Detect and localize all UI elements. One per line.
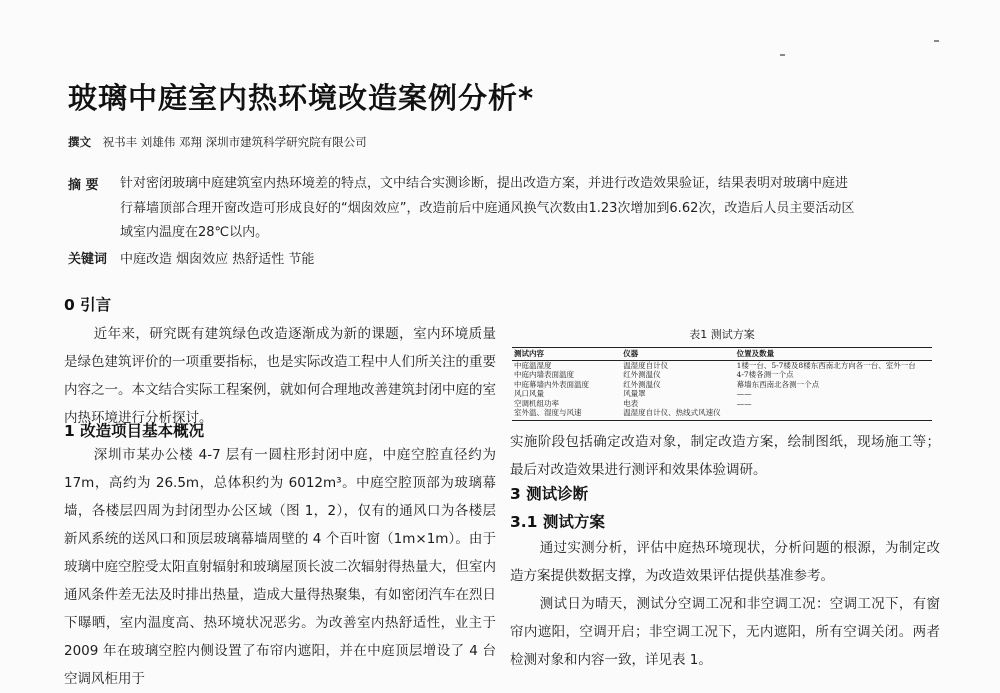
table-cell: 中庭温湿度	[514, 360, 552, 370]
table-row	[512, 408, 932, 420]
authors-line	[68, 134, 367, 150]
scan-speck	[780, 54, 785, 56]
table-cell: 中庭幕墙内外表面温度	[514, 379, 589, 389]
table-row	[512, 399, 932, 409]
table-header-cell: 仪器	[621, 348, 734, 361]
table-cell	[735, 408, 932, 420]
keywords-label: 关键词	[68, 252, 108, 267]
test-plan-table	[512, 347, 932, 421]
table-cell: 幕墙东西南北各测一个点	[736, 379, 820, 389]
section-0-paragraph: 近年来，研究既有建筑绿色改造逐渐成为新的课题，室内环境质量是绿色建筑评价的一项重要指标，也是实际改造工程中人们所关注的重要内容之一。本文结合实际工程案例，就如何合理地改善建筑封闭中庭的室内热环境进行分析探讨。	[64, 326, 496, 426]
table-cell: 风量罩	[623, 389, 646, 398]
continued-paragraph: 实施阶段包括确定改造对象，制定改造方案，绘制图纸，现场施工等；最后对改造效果进行测评和效果体验调研。	[510, 434, 940, 478]
table-cell: 红外测温仪	[623, 379, 661, 389]
table-cell: 温湿度自计仪	[623, 360, 669, 370]
section-3-1-paragraph-2: 测试日为晴天，测试分空调工况和非空调工况：空调工况下，有窗帘内遮阳，空调开启；非空调工况下，无内遮阳，所有空调关闭。两者检测对象和内容一致，详见表 1。	[510, 596, 940, 668]
keywords-text: 中庭改造 烟囱效应 热舒适性 节能	[120, 252, 315, 267]
section-0-heading: 0 引言	[64, 296, 112, 314]
table-cell: 温湿度自计仪、热线式风速仪	[621, 408, 734, 420]
section-3-1-heading: 3.1 测试方案	[510, 513, 605, 531]
table-cell: 4-7楼各测一个点	[736, 370, 794, 379]
table-row	[512, 389, 932, 399]
table-cell: ——	[736, 389, 752, 398]
table-header-cell: 位置及数量	[735, 348, 932, 361]
table-header-cell: 测试内容	[512, 348, 621, 361]
section-1-paragraph: 深圳市某办公楼 4-7 层有一圆柱形封闭中庭，中庭空腔直径约为 17m，高约为 26.5m，总体积约为 6012m³。中庭空腔顶部为玻璃幕墙，各楼层四周为封闭型办公区域（图 1，2），仅有的通风口为各楼层新风系统的送风口和顶层玻璃幕墙周壁的 4 个百叶窗（1m×1m）。由于玻璃中庭空腔受太阳直射辐射和玻璃屋顶长波二次辐射得热量大，但室内通风条件差无法及时排出热量，造成大量得热聚集，有如密闭汽车在烈日下曝晒，室内温度高、热环境状况恶劣。为改善室内热舒适性，业主于 2009 年在玻璃空腔内侧设置了布帘内遮阳，并在中庭顶层增设了 4 台空调风柜用于	[64, 447, 496, 687]
authors-label: 撰文	[68, 135, 91, 149]
paper-title: 玻璃中庭室内热环境改造案例分析*	[68, 81, 535, 115]
table-cell: 风口风量	[514, 389, 544, 398]
section-1-body	[64, 441, 496, 693]
section-1-heading: 1 改造项目基本概况	[64, 422, 205, 440]
table-cell: ——	[736, 398, 752, 408]
table-cell: 红外测温仪	[623, 370, 661, 379]
section-3-1-body	[510, 534, 940, 674]
section-3-1-paragraph-1: 通过实测分析，评估中庭热环境现状，分析问题的根源，为制定改造方案提供数据支撑，为改造效果评估提供基准参考。	[510, 540, 940, 584]
section-3-heading: 3 测试诊断	[510, 485, 589, 503]
table-cell: 空调机组功率	[514, 398, 559, 408]
abstract-label: 摘 要	[68, 178, 99, 193]
table-cell: 中庭内墙表面温度	[514, 370, 574, 379]
table-cell: 室外温、湿度与风速	[512, 408, 621, 420]
table-1	[512, 326, 932, 421]
abstract-text: 针对密闭玻璃中庭建筑室内热环境差的特点，文中结合实测诊断，提出改造方案，并进行改造效果验证，结果表明对玻璃中庭进行幕墙顶部合理开窗改造可形成良好的“烟囱效应”，改造前后中庭通风换气次数由1.23次增加到6.62次，改造后人员主要活动区域室内温度在28℃以内。	[120, 176, 855, 240]
table-cell: 电表	[623, 398, 639, 408]
table-1-title: 表1 测试方案	[689, 328, 755, 341]
right-column-continuation	[510, 428, 940, 484]
table-row	[512, 370, 932, 380]
authors-names: 祝书丰 刘雄伟 邓翔 深圳市建筑科学研究院有限公司	[102, 135, 367, 149]
table-cell: 1楼一台、5-7楼及8楼东西南北方向各一台、室外一台	[736, 360, 916, 370]
scan-speck	[934, 40, 939, 42]
table-row	[512, 360, 932, 370]
table-row	[512, 380, 932, 390]
section-0-body	[64, 320, 496, 432]
